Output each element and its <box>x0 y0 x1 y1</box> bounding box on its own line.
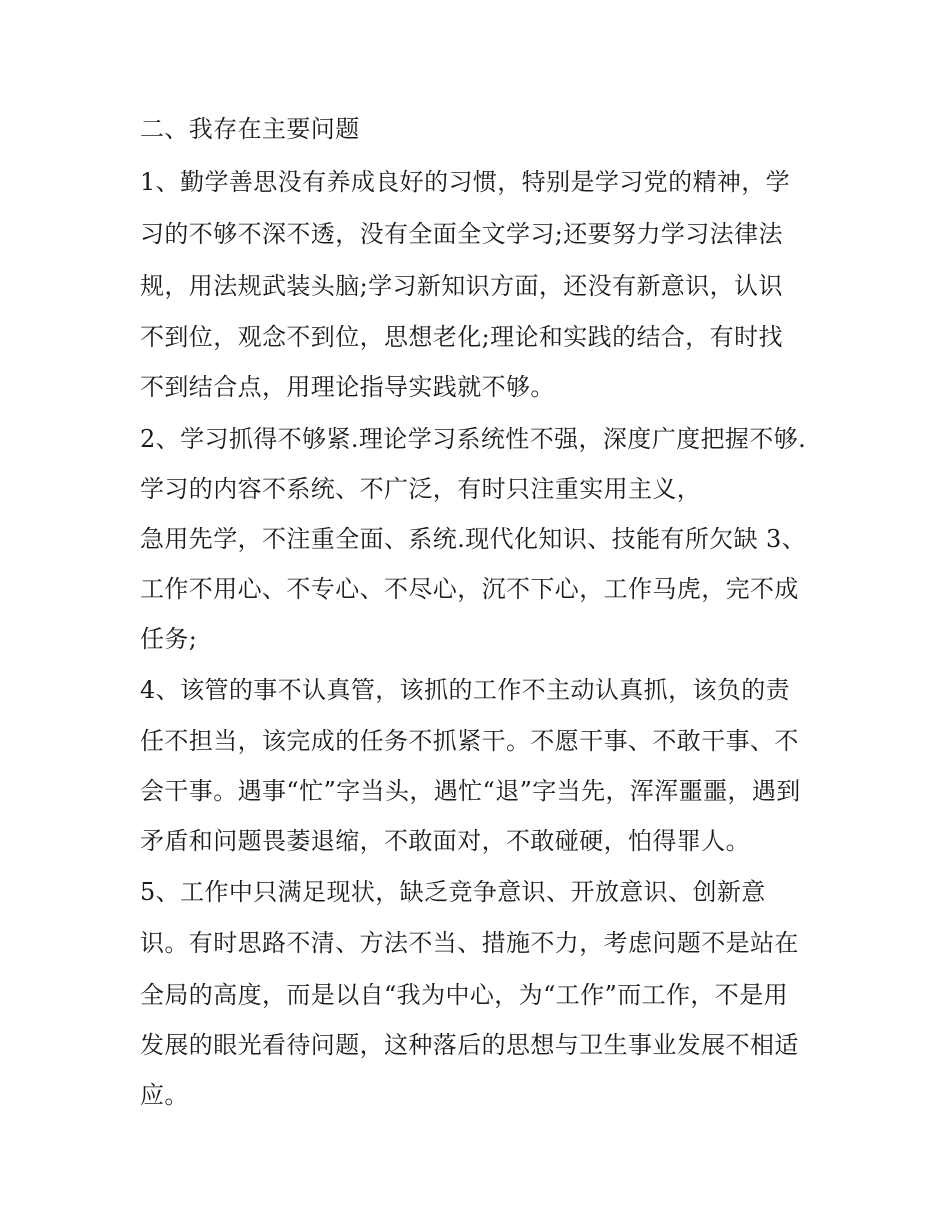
text-line: 矛盾和问题畏萎退缩，不敢面对，不敢碰硬，怕得罪人。 <box>140 827 750 855</box>
text-line: 发展的眼光看待问题，这种落后的思想与卫生事业发展不相适 <box>140 1031 799 1059</box>
text-line: 识。有时思路不清、方法不当、措施不力，考虑问题不是站在 <box>140 929 799 957</box>
text-line: 急用先学，不注重全面、系统.现代化知识、技能有所欠缺 3、 <box>140 525 807 553</box>
text-line: 不到位，观念不到位，思想老化;理论和实践的结合，有时找 <box>140 323 783 351</box>
text-line: 应。 <box>140 1081 189 1109</box>
text-line: 工作不用心、不专心、不尽心，沉不下心，工作马虎，完不成 <box>140 575 799 603</box>
text-line: 2、学习抓得不够紧.理论学习系统性不强，深度广度把握不够. <box>140 425 807 453</box>
text-line: 规，用法规武装头脑;学习新知识方面，还没有新意识，认识 <box>140 272 783 300</box>
text-line: 习的不够不深不透，没有全面全文学习;还要努力学习法律法 <box>140 220 783 248</box>
text-line: 4、该管的事不认真管，该抓的工作不主动认真抓，该负的责 <box>140 676 791 704</box>
text-line: 任不担当，该完成的任务不抓紧干。不愿干事、不敢干事、不 <box>140 727 799 755</box>
section-heading: 二、我存在主要问题 <box>140 115 360 143</box>
text-line: 学习的内容不系统、不广泛，有时只注重实用主义， <box>140 475 702 503</box>
text-line: 任务; <box>140 625 198 653</box>
text-line: 1、勤学善思没有养成良好的习惯，特别是学习党的精神，学 <box>140 168 791 196</box>
text-line: 会干事。遇事“忙”字当头，遇忙“退”字当先，浑浑噩噩，遇到 <box>140 777 801 805</box>
text-line: 全局的高度，而是以自“我为中心，为“工作”而工作，不是用 <box>140 981 789 1009</box>
text-line: 不到结合点，用理论指导实践就不够。 <box>140 373 555 401</box>
text-line: 5、工作中只满足现状，缺乏竞争意识、开放意识、创新意 <box>140 878 766 906</box>
